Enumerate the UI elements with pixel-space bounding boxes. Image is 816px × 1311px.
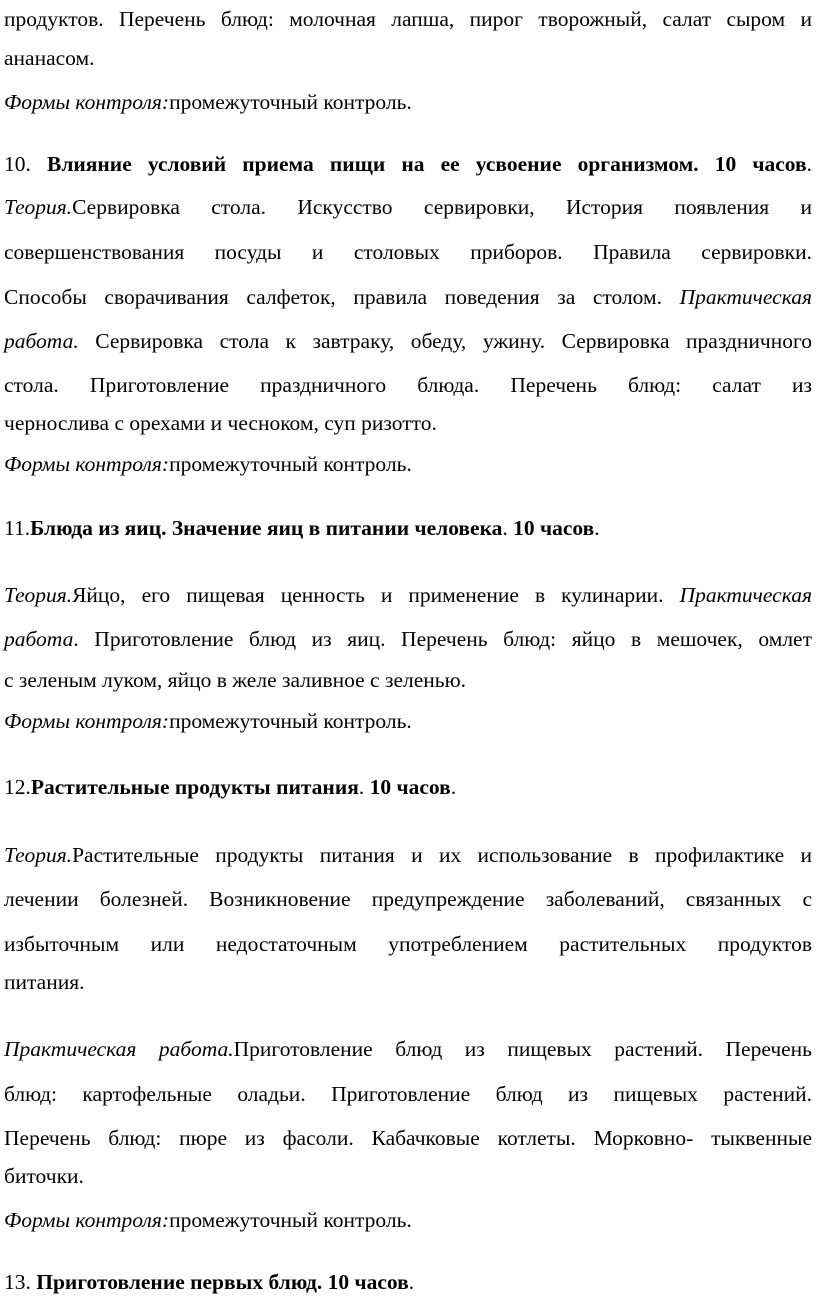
paragraph-line: совершенствования посуды и столовых приборов. Правила сервировки.	[4, 240, 812, 264]
paragraph-line: питания.	[4, 970, 85, 994]
section-heading: 13. Приготовление первых блюд. 10 часов.	[4, 1270, 415, 1294]
section-heading: 10. Влияние условий приема пищи на ее усвоение организмом. 10 часов.	[4, 152, 812, 176]
paragraph-line: Теория.Растительные продукты питания и их использование в профилактике и	[4, 843, 812, 867]
control-forms-line	[4, 88, 812, 116]
control-forms-line	[4, 450, 812, 478]
control-forms-line	[4, 707, 812, 735]
theory-label: Теория.	[4, 583, 73, 607]
paragraph-line: чернослива с орехами и чесноком, суп ризотто.	[4, 411, 437, 435]
paragraph-line: продуктов. Перечень блюд: молочная лапша, пирог творожный, салат сыром и	[4, 7, 812, 31]
control-forms-label: Формы контроля:	[4, 709, 170, 733]
paragraph-line: блюд: картофельные оладьи. Приготовление блюд из пищевых растений.	[4, 1082, 812, 1106]
paragraph-line: Теория.Сервировка стола. Искусство сервировки, История появления и	[4, 195, 812, 219]
section-hours: 10 часов	[513, 516, 595, 540]
paragraph-line: биточки.	[4, 1164, 84, 1188]
practice-label: Практическая	[679, 285, 812, 309]
paragraph-line: Теория.Яйцо, его пищевая ценность и применение в кулинарии. Практическая	[4, 583, 812, 607]
control-forms-value: промежуточный контроль.	[169, 452, 412, 476]
control-forms-label: Формы контроля:	[4, 90, 170, 114]
section-number: 11.	[4, 516, 31, 540]
theory-label: Теория.	[4, 195, 73, 219]
control-forms-value: промежуточный контроль.	[169, 1208, 412, 1232]
paragraph-line: лечении болезней. Возникновение предупреждение заболеваний, связанных с	[4, 887, 812, 911]
paragraph-line: работа. Сервировка стола к завтраку, обеду, ужину. Сервировка праздничного	[4, 329, 812, 353]
practice-label: работа.	[4, 329, 79, 353]
section-heading: 11.Блюда из яиц. Значение яиц в питании человека. 10 часов.	[4, 516, 600, 540]
paragraph-line: ананасом.	[4, 46, 95, 70]
section-title: Влияние условий приема пищи на ее усвоение организмом. 10 часов	[47, 152, 807, 176]
paragraph-line: Способы сворачивания салфеток, правила поведения за столом. Практическая	[4, 285, 812, 309]
control-forms-value: промежуточный контроль.	[169, 90, 412, 114]
paragraph-line: Перечень блюд: пюре из фасоли. Кабачковые котлеты. Морковно- тыквенные	[4, 1126, 812, 1150]
paragraph-line: избыточным или недостаточным употреблением растительных продуктов	[4, 932, 812, 956]
section-number: 10.	[4, 152, 47, 176]
control-forms-label: Формы контроля:	[4, 1208, 170, 1232]
paragraph-line: Практическая работа.Приготовление блюд из пищевых растений. Перечень	[4, 1037, 812, 1061]
section-title: Растительные продукты питания	[30, 775, 359, 799]
practice-label: Практическая	[679, 583, 812, 607]
section-title: Блюда из яиц. Значение яиц в питании человека	[30, 516, 503, 540]
section-title: Приготовление первых блюд. 10 часов	[36, 1270, 409, 1294]
practice-label: работа	[4, 627, 74, 651]
section-heading: 12.Растительные продукты питания. 10 часов.	[4, 775, 457, 799]
theory-label: Теория.	[4, 843, 73, 867]
control-forms-value: промежуточный контроль.	[169, 709, 412, 733]
paragraph-line: с зеленым луком, яйцо в желе заливное с зеленью.	[4, 668, 467, 692]
section-number: 12.	[4, 775, 31, 799]
section-number: 13.	[4, 1270, 37, 1294]
section-hours: 10 часов	[369, 775, 451, 799]
control-forms-line	[4, 1206, 812, 1234]
practice-label: Практическая работа.	[4, 1037, 234, 1061]
paragraph-line: работа. Приготовление блюд из яиц. Перечень блюд: яйцо в мешочек, омлет	[4, 627, 812, 651]
control-forms-label: Формы контроля:	[4, 452, 170, 476]
paragraph-line: стола. Приготовление праздничного блюда. Перечень блюд: салат из	[4, 373, 812, 397]
